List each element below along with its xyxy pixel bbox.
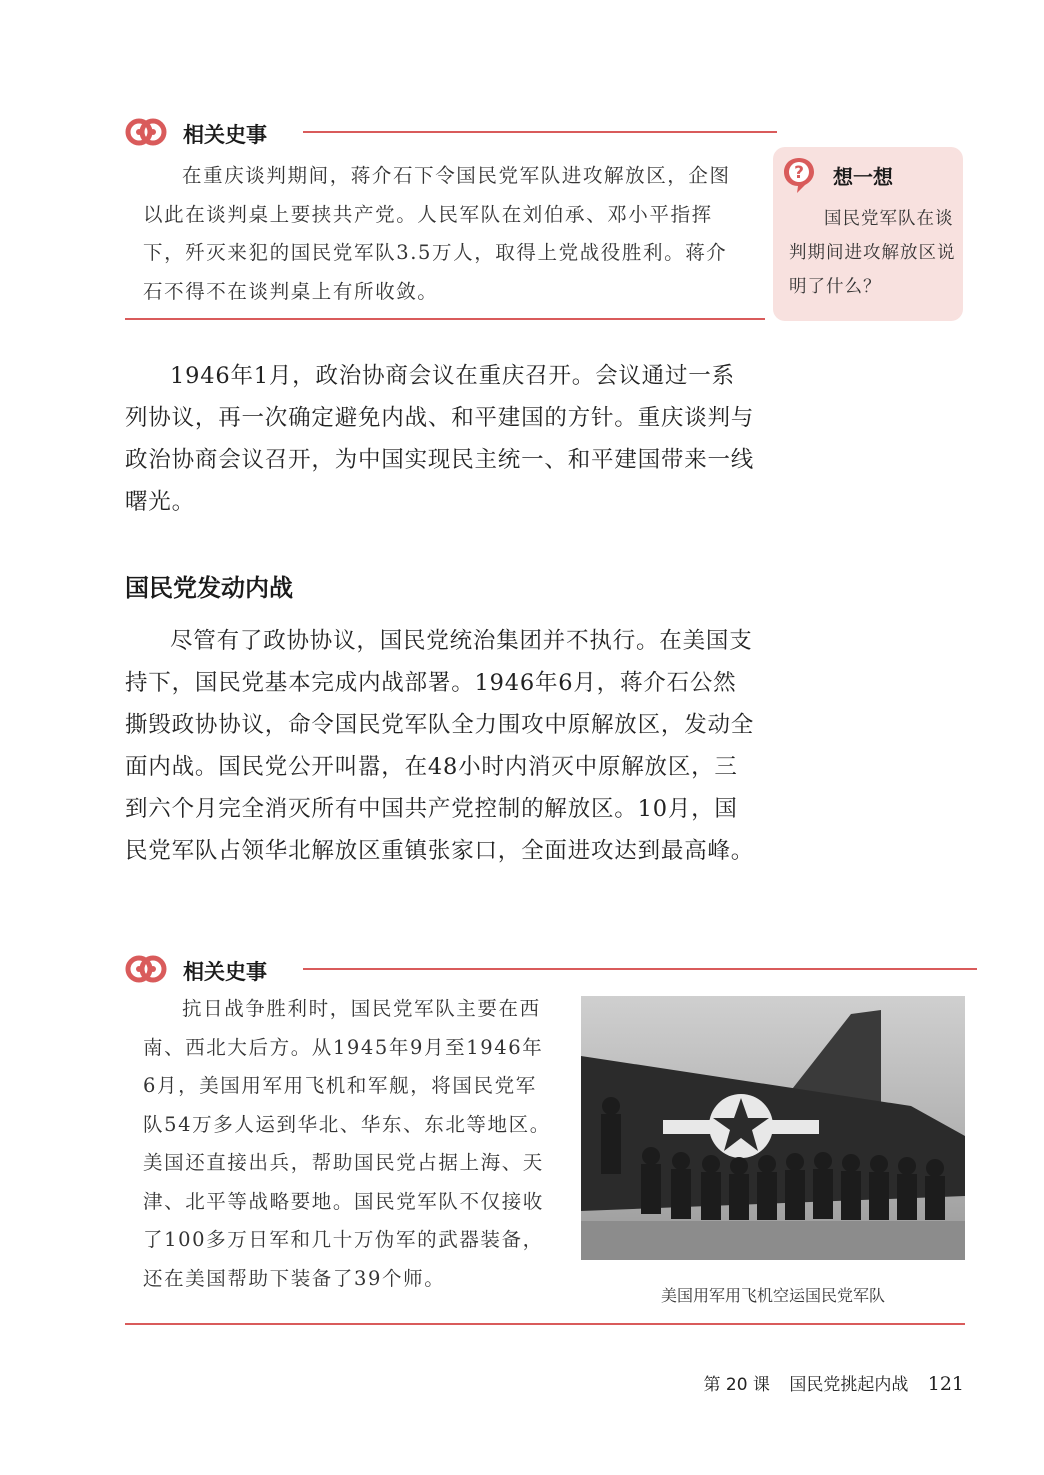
box-2-bottom-rule bbox=[125, 1323, 965, 1325]
related-history-paragraph: 在重庆谈判期间，蒋介石下令国民党军队进攻解放区，企图以此在谈判桌上要挟共产党。人民军队在刘伯承、邓小平指挥下，歼灭来犯的国民党军队3.5万人，取得上党战役胜利。蒋介石不得不在谈判桌上有所收敛。 bbox=[143, 164, 731, 303]
page-footer bbox=[689, 1370, 964, 1395]
box-1-bottom-rule bbox=[125, 318, 765, 320]
related-history-icon bbox=[125, 113, 167, 151]
body-paragraph-2 bbox=[125, 620, 755, 872]
historical-photo bbox=[581, 996, 965, 1260]
related-history-box-2-text bbox=[143, 990, 556, 1298]
body-paragraph-1 bbox=[125, 355, 755, 523]
photo-caption: 美国用军用飞机空运国民党军队 bbox=[660, 1286, 885, 1305]
related-history-paragraph: 抗日战争胜利时，国民党军队主要在西南、西北大后方。从1945年9月至1946年6月，美国用军用飞机和军舰，将国民党军队54万多人运到华北、华东、东北等地区。美国还直接出兵，帮助国民党占据上海、天津、北平等战略要地。国民党军队不仅接收了100多万日军和几十万伪军的武器装备，还在美国帮助下装备了39个师。 bbox=[143, 997, 551, 1290]
question-bubble-icon bbox=[781, 155, 817, 195]
think-text bbox=[789, 202, 957, 304]
think-question: 国民党军队在谈判期间进攻解放区说明了什么？ bbox=[789, 209, 956, 297]
paragraph-text: 尽管有了政协协议，国民党统治集团并不执行。在美国支持下，国民党基本完成内战部署。1946年6月，蒋介石公然撕毁政协协议，命令国民党军队全力围攻中原解放区，发动全面内战。国民党公开叫嚣，在48小时内消灭中原解放区，三到六个月完全消灭所有中国共产党控制的解放区。10月，国民党军队占领华北解放区重镇张家口，全面进攻达到最高峰。 bbox=[125, 628, 755, 864]
svg-text:?: ? bbox=[794, 163, 804, 183]
related-history-box-1-text bbox=[143, 157, 743, 311]
think-box bbox=[773, 147, 963, 321]
page-number: 121 bbox=[927, 1373, 964, 1395]
related-history-title: 相关史事 bbox=[183, 960, 267, 984]
header-rule bbox=[303, 968, 977, 970]
header-rule bbox=[303, 131, 777, 133]
think-title: 想一想 bbox=[833, 165, 893, 189]
related-history-header-1 bbox=[125, 113, 765, 153]
lesson-number: 第 20 课 bbox=[703, 1375, 770, 1395]
lesson-title: 国民党挑起内战 bbox=[789, 1375, 909, 1395]
related-history-header-2 bbox=[125, 950, 765, 990]
related-history-icon bbox=[125, 950, 167, 988]
airplane-troops-photo-icon bbox=[581, 996, 965, 1260]
paragraph-text: 1946年1月，政治协商会议在重庆召开。会议通过一系列协议，再一次确定避免内战、和平建国的方针。重庆谈判与政治协商会议召开，为中国实现民主统一、和平建国带来一线曙光。 bbox=[125, 363, 755, 515]
related-history-title: 相关史事 bbox=[183, 123, 267, 147]
section-subheading: 国民党发动内战 bbox=[125, 574, 293, 602]
